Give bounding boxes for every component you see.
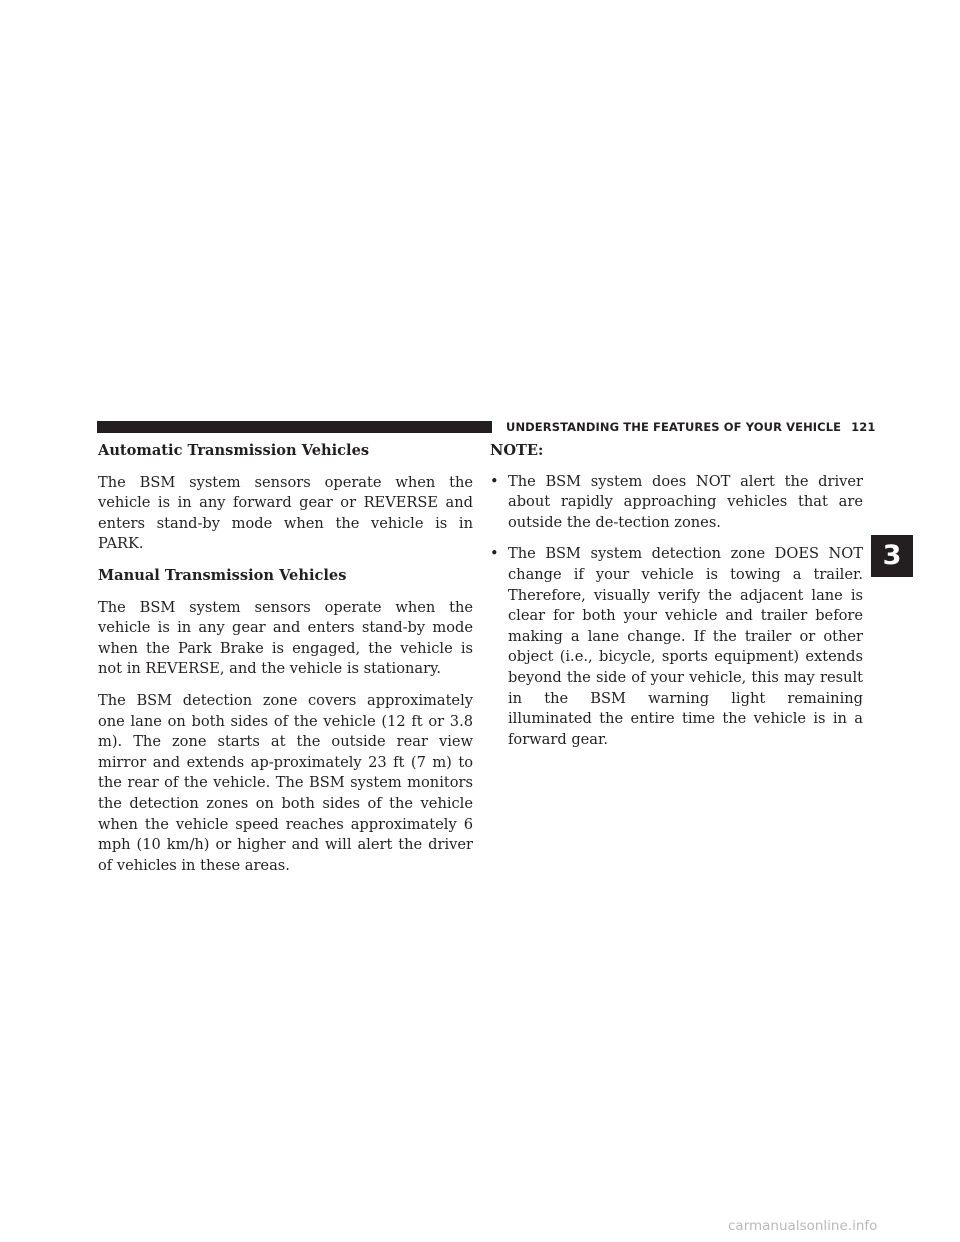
page-number: 121	[851, 420, 876, 434]
detection-zone-text: The BSM detection zone covers approximately one lane on both sides of the vehicle (12 ft or 3.8 m). The zone starts at the outside rear view mirror and extends ap-proximately 23 ft (7 m) to the rear of the vehicle. The BSM system monitors the detection zones on both sides of the vehicle when the vehicle speed reaches approximately 6 mph (10 km/h) or higher and will alert the driver of vehicles in these areas.	[98, 691, 473, 874]
note-heading: NOTE:	[490, 442, 544, 459]
chapter-tab: 3	[871, 535, 913, 577]
bullet-icon: •	[490, 545, 499, 563]
watermark: carmanualsonline.info	[728, 1218, 878, 1234]
automatic-transmission-heading: Automatic Transmission Vehicles	[98, 442, 370, 459]
list-item	[490, 544, 863, 750]
running-header	[506, 420, 875, 434]
manual-transmission-text: The BSM system sensors operate when the vehicle is in any gear and enters stand-by mode when the Park Brake is engaged, the vehicle is not in REVERSE, and the vehicle is stationary.	[98, 598, 473, 678]
list-item	[490, 472, 863, 534]
note-text: The BSM system detection zone DOES NOT change if your vehicle is towing a trailer. Therefore, visually verify the adjacent lane is clear for both your vehicle and trailer before making a lane change. If the trailer or other object (i.e., bicycle, sports equipment) extends beyond the side of your vehicle, this may result in the BSM warning light remaining illuminated the entire time the vehicle is in a forward gear.	[508, 545, 863, 748]
section-title: UNDERSTANDING THE FEATURES OF YOUR VEHICLE	[506, 420, 842, 434]
automatic-transmission-text: The BSM system sensors operate when the vehicle is in any forward gear or REVERSE and enters stand-by mode when the vehicle is in PARK.	[98, 473, 473, 553]
note-text: The BSM system does NOT alert the driver about rapidly approaching vehicles that are outside the de-tection zones.	[508, 472, 863, 531]
header-rule	[97, 421, 492, 433]
note-list	[490, 472, 863, 751]
left-column	[98, 441, 473, 887]
right-column	[490, 441, 863, 761]
bullet-icon: •	[490, 472, 499, 490]
manual-transmission-heading: Manual Transmission Vehicles	[98, 566, 347, 584]
